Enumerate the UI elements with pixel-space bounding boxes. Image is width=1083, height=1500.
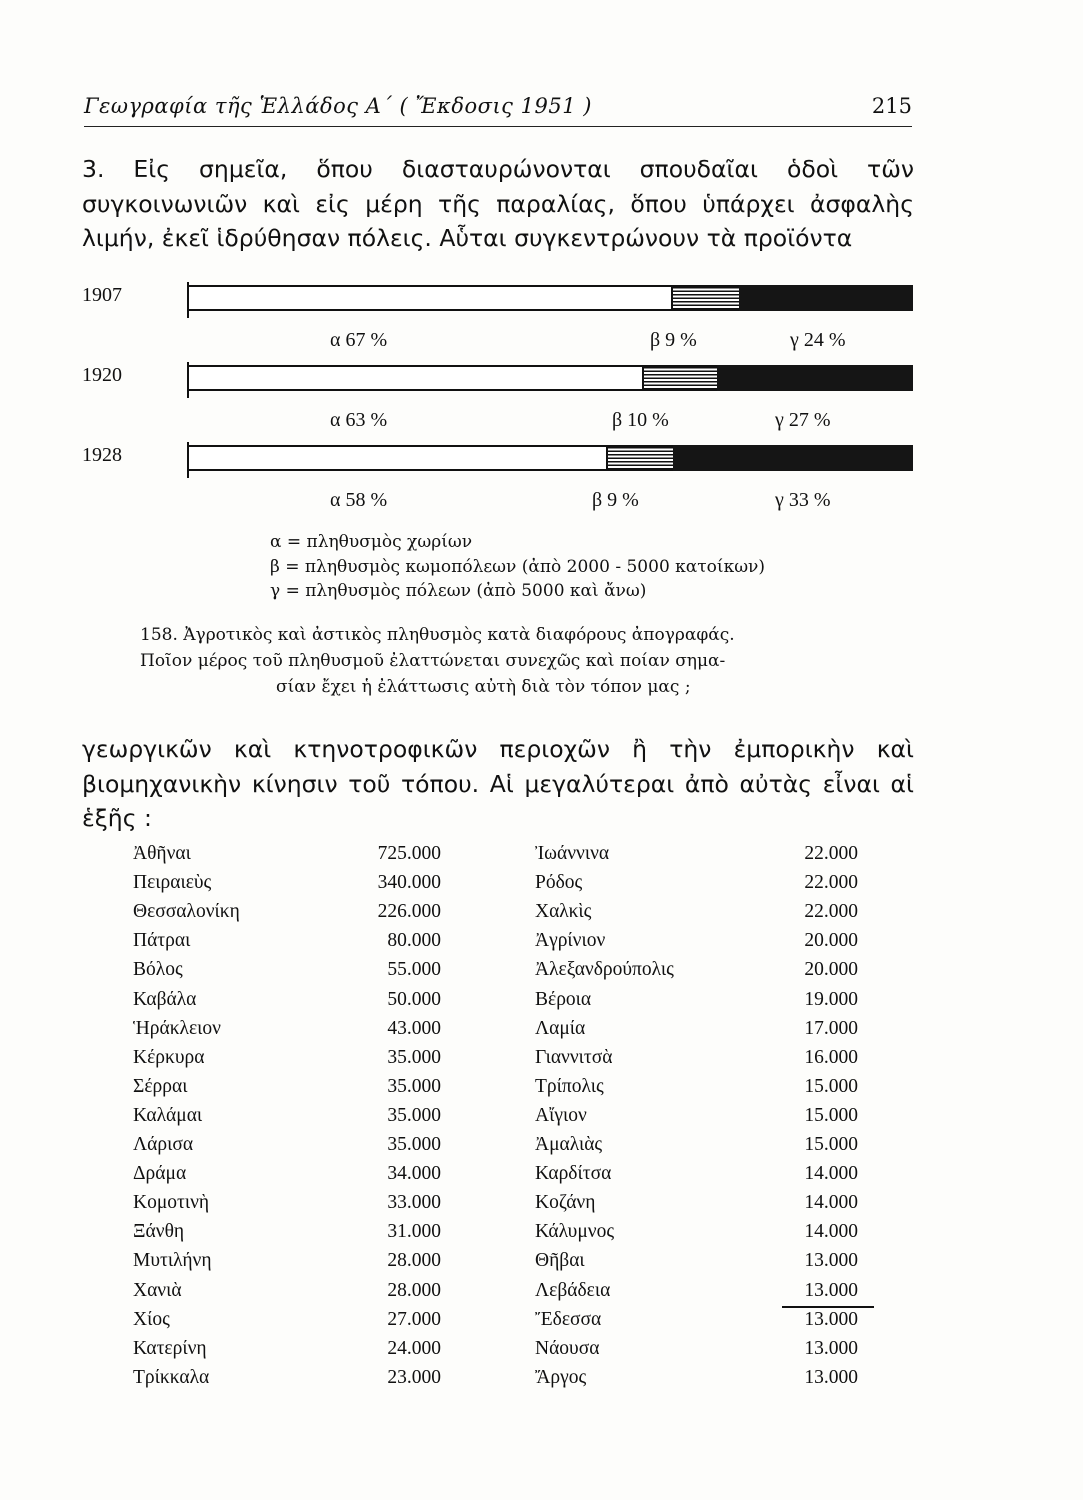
percent-label-alpha: α 58 % <box>330 489 388 511</box>
city-population: 19.000 <box>804 988 858 1010</box>
city-name: Ἀγρίνιον <box>535 930 606 952</box>
city-population: 27.000 <box>387 1308 441 1330</box>
city-population: 14.000 <box>804 1221 858 1243</box>
table-row <box>0 1018 1083 1047</box>
table-row <box>0 1134 1083 1163</box>
city-population: 43.000 <box>387 1017 441 1039</box>
city-name: Πειραιεὺς <box>133 872 212 894</box>
city-population: 20.000 <box>804 959 858 981</box>
city-population: 55.000 <box>387 959 441 981</box>
year-label: 1928 <box>82 444 122 466</box>
bar-segment-beta <box>608 445 673 471</box>
bar-segment-alpha <box>187 445 608 471</box>
percent-label-gamma: γ 27 % <box>775 409 831 431</box>
city-population: 15.000 <box>804 1104 858 1126</box>
bar-segment-gamma <box>717 365 913 391</box>
city-population: 226.000 <box>377 901 441 923</box>
caption-line-2: Ποῖον μέρος τοῦ πληθυσμοῦ ἐλαττώνεται συνεχῶς καὶ ποίαν σημα- <box>140 651 726 671</box>
city-name: Τρίκκαλα <box>133 1366 210 1388</box>
city-name: Ἡράκλειον <box>133 1017 221 1039</box>
percent-label-alpha: α 67 % <box>330 329 388 351</box>
book-title: Γεωγραφία τῆς Ἑλλάδος Α΄ ( Ἔκδοσις 1951 ) <box>84 94 592 118</box>
table-row <box>0 901 1083 930</box>
table-row <box>0 930 1083 959</box>
city-population: 13.000 <box>804 1337 858 1359</box>
legend-gamma: γ = πληθυσμὸς πόλεων (ἀπὸ 5000 καὶ ἄνω) <box>270 581 647 601</box>
city-name: Καρδίτσα <box>535 1163 612 1185</box>
city-population: 22.000 <box>804 843 858 864</box>
caption-line-1: 158. Ἀγροτικὸς καὶ ἀστικὸς πληθυσμὸς κατὰ διαφόρους ἀπογραφάς. <box>140 625 735 645</box>
table-row <box>0 989 1083 1018</box>
city-name: Ἔδεσσα <box>535 1308 602 1330</box>
percent-label-beta: β 10 % <box>612 409 669 431</box>
percent-label-gamma: γ 24 % <box>790 329 846 351</box>
city-population: 13.000 <box>804 1250 858 1272</box>
city-population: 22.000 <box>804 901 858 923</box>
city-population: 17.000 <box>804 1017 858 1039</box>
city-population: 24.000 <box>387 1337 441 1359</box>
table-row <box>0 1309 1083 1338</box>
city-name: Δράμα <box>133 1163 187 1185</box>
city-population: 15.000 <box>804 1075 858 1097</box>
city-name: Πάτραι <box>133 930 191 952</box>
city-name: Καβάλα <box>133 988 197 1010</box>
percent-label-alpha: α 63 % <box>330 409 388 431</box>
stacked-bar <box>187 282 913 318</box>
percent-label-beta: β 9 % <box>592 489 639 511</box>
city-population: 80.000 <box>387 930 441 952</box>
city-population: 28.000 <box>387 1250 441 1272</box>
city-name: Ἀθῆναι <box>133 843 191 864</box>
city-population: 31.000 <box>387 1221 441 1243</box>
city-population: 50.000 <box>387 988 441 1010</box>
stacked-bar <box>187 442 913 478</box>
city-population: 35.000 <box>387 1104 441 1126</box>
city-name: Ἀμαλιὰς <box>535 1134 603 1155</box>
city-population: 20.000 <box>804 930 858 952</box>
table-row <box>0 1105 1083 1134</box>
city-population: 35.000 <box>387 1075 441 1097</box>
table-row <box>0 1163 1083 1192</box>
bar-segment-gamma <box>739 285 913 311</box>
chart-legend <box>270 530 765 604</box>
city-name: Τρίπολις <box>535 1075 604 1097</box>
table-row <box>0 1280 1083 1309</box>
city-name: Χανιὰ <box>133 1279 182 1301</box>
page-number: 215 <box>871 94 912 118</box>
bar-segment-alpha <box>187 365 644 391</box>
table-row <box>0 1221 1083 1250</box>
stacked-bar <box>187 362 913 398</box>
city-population: 33.000 <box>387 1192 441 1214</box>
city-population: 28.000 <box>387 1279 441 1301</box>
table-row <box>0 1076 1083 1105</box>
city-name: Μυτιλήνη <box>133 1250 212 1272</box>
city-name: Χίος <box>133 1308 170 1330</box>
city-name: Κομοτινὴ <box>133 1192 210 1214</box>
city-name: Θεσσαλονίκη <box>133 901 240 923</box>
city-name: Γιαννιτσὰ <box>535 1046 613 1068</box>
city-name: Βόλος <box>133 959 183 981</box>
city-population: 13.000 <box>804 1366 858 1388</box>
city-population: 13.000 <box>804 1308 858 1330</box>
city-name: Κοζάνη <box>535 1192 596 1214</box>
city-name: Κατερίνη <box>133 1337 207 1359</box>
table-row <box>0 1338 1083 1367</box>
figure-caption <box>140 622 900 700</box>
city-name: Αἴγιον <box>535 1104 587 1126</box>
city-name: Κέρκυρα <box>133 1046 205 1068</box>
city-population: 340.000 <box>377 872 441 894</box>
city-population: 16.000 <box>804 1046 858 1068</box>
table-row <box>0 1192 1083 1221</box>
city-population: 35.000 <box>387 1046 441 1068</box>
table-row <box>0 1250 1083 1279</box>
city-population: 22.000 <box>804 872 858 894</box>
population-stacked-bar-chart <box>0 270 1083 530</box>
city-name: Ξάνθη <box>133 1221 185 1243</box>
city-population: 34.000 <box>387 1163 441 1185</box>
city-name: Λεβάδεια <box>535 1279 611 1301</box>
paragraph-2: γεωργικῶν καὶ κτηνοτροφικῶν περιοχῶν ἢ τὴν ἐμπορικὴν καὶ βιομηχανικὴν κίνησιν τοῦ τόπου. Αἱ μεγαλύτεραι ἀπὸ αὐτὰς εἶναι αἱ ἑξῆς : <box>82 735 914 832</box>
city-name: Σέρραι <box>133 1075 188 1097</box>
city-name: Ρόδος <box>535 872 583 894</box>
paragraph-1: 3. Εἰς σημεῖα, ὅπου διασταυρώνονται σπουδαῖαι ὁδοὶ τῶν συγκοινωνιῶν καὶ εἰς μέρη τῆς παραλίας, ὅπου ὑπάρχει ἀσφαλὴς λιμήν, ἐκεῖ ἱδρύθησαν πόλεις. Αὗται συγκεντρώνουν τὰ προϊόντα <box>82 155 914 252</box>
year-label: 1907 <box>82 284 122 306</box>
bar-segment-alpha <box>187 285 673 311</box>
city-population: 15.000 <box>804 1134 858 1155</box>
city-population: 35.000 <box>387 1134 441 1155</box>
legend-beta: β = πληθυσμὸς κωμοπόλεων (ἀπὸ 2000 - 5000 κατοίκων) <box>270 556 766 577</box>
city-name: Ἰωάννινα <box>535 843 610 864</box>
percent-label-gamma: γ 33 % <box>775 489 831 511</box>
caption-line-3: σίαν ἔχει ἡ ἐλάττωσις αὐτὴ διὰ τὸν τόπον μας ; <box>276 677 691 697</box>
city-population: 725.000 <box>377 843 441 864</box>
table-row <box>0 872 1083 901</box>
running-header <box>84 92 912 127</box>
city-name: Λάρισα <box>133 1134 194 1155</box>
bar-segment-beta <box>644 365 717 391</box>
city-name: Καλάμαι <box>133 1104 203 1126</box>
city-population: 23.000 <box>387 1366 441 1388</box>
year-label: 1920 <box>82 364 122 386</box>
table-row <box>0 843 1083 872</box>
city-name: Νάουσα <box>535 1337 600 1359</box>
city-name: Χαλκὶς <box>535 901 592 923</box>
city-name: Κάλυμνος <box>535 1221 615 1243</box>
city-name: Θῆβαι <box>535 1250 585 1272</box>
city-name: Λαμία <box>535 1017 586 1039</box>
city-population: 13.000 <box>804 1279 858 1301</box>
city-population: 14.000 <box>804 1192 858 1214</box>
bar-segment-beta <box>673 285 738 311</box>
city-name: Ἄργος <box>535 1366 587 1388</box>
city-name: Ἀλεξανδρούπολις <box>535 959 674 981</box>
city-population: 14.000 <box>804 1163 858 1185</box>
percent-label-beta: β 9 % <box>650 329 697 351</box>
table-row <box>0 1367 1083 1396</box>
table-row <box>0 959 1083 988</box>
handwritten-underline <box>782 1306 874 1308</box>
city-name: Βέροια <box>535 988 592 1010</box>
bar-segment-gamma <box>673 445 913 471</box>
table-row <box>0 1047 1083 1076</box>
legend-alpha: α = πληθυσμὸς χωρίων <box>270 532 473 552</box>
